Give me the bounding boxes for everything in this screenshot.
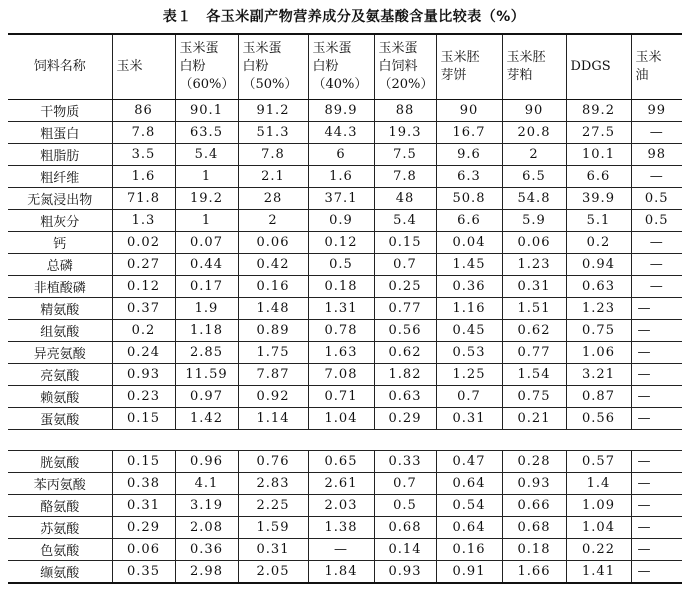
column-header: 玉米蛋 白粉 （40%） (308, 34, 374, 99)
table-cell: 0.15 (374, 231, 436, 253)
table-cell: 7.08 (308, 363, 374, 385)
table-cell: 10.1 (566, 143, 631, 165)
table-cell: 7.8 (374, 165, 436, 187)
table-cell: 0.64 (436, 516, 502, 538)
row-label: 赖氨酸 (8, 385, 112, 407)
table-cell: 0.94 (566, 253, 631, 275)
table-cell: 90 (436, 99, 502, 121)
table-row (8, 231, 682, 253)
table-cell: 2.08 (175, 516, 238, 538)
table-cell: 48 (374, 187, 436, 209)
table-cell: 5.4 (175, 143, 238, 165)
table-cell: 0.2 (112, 319, 175, 341)
nutrition-table (8, 33, 682, 584)
table-cell: 0.68 (374, 516, 436, 538)
table-cell: 28 (238, 187, 308, 209)
table-cell: 0.71 (308, 385, 374, 407)
table-cell: — (631, 121, 682, 143)
table-cell: 6.5 (502, 165, 566, 187)
table-cell: 1.63 (308, 341, 374, 363)
table-cell: 7.87 (238, 363, 308, 385)
table-cell: 0.54 (436, 494, 502, 516)
row-label: 粗脂肪 (8, 143, 112, 165)
table-cell: 0.75 (502, 385, 566, 407)
row-gap (8, 429, 682, 450)
table-cell: 0.18 (308, 275, 374, 297)
table-cell: 1.51 (502, 297, 566, 319)
table-cell: 1.23 (502, 253, 566, 275)
table-cell: 1.75 (238, 341, 308, 363)
column-header: 玉米胚 芽饼 (436, 34, 502, 99)
table-cell: 86 (112, 99, 175, 121)
table-cell: — (631, 538, 682, 560)
table-cell: 0.36 (175, 538, 238, 560)
table-cell: 6 (308, 143, 374, 165)
table-cell: — (631, 407, 682, 429)
table-cell: 0.38 (112, 472, 175, 494)
table-cell: 0.92 (238, 385, 308, 407)
table-cell: 0.89 (238, 319, 308, 341)
table-cell: 2.05 (238, 560, 308, 583)
table-cell: 1.54 (502, 363, 566, 385)
table-cell: 0.07 (175, 231, 238, 253)
table-row (8, 121, 682, 143)
table-cell: 0.47 (436, 450, 502, 472)
table-cell: 0.31 (502, 275, 566, 297)
table-cell: 63.5 (175, 121, 238, 143)
table-cell: 1.48 (238, 297, 308, 319)
gap-cell (8, 429, 682, 450)
table-cell: 0.5 (631, 209, 682, 231)
table-cell: — (631, 297, 682, 319)
table-cell: 19.2 (175, 187, 238, 209)
column-header: 玉米胚 芽粕 (502, 34, 566, 99)
table-cell: 1.66 (502, 560, 566, 583)
table-cell: 89.2 (566, 99, 631, 121)
table-cell: 20.8 (502, 121, 566, 143)
column-header: 玉米 (112, 34, 175, 99)
table-cell: 1.04 (308, 407, 374, 429)
table-cell: 6.3 (436, 165, 502, 187)
table-cell: 0.77 (502, 341, 566, 363)
table-cell: 7.5 (374, 143, 436, 165)
table-row (8, 407, 682, 429)
table-cell: 0.64 (436, 472, 502, 494)
table-cell: 0.62 (502, 319, 566, 341)
table-cell: 3.19 (175, 494, 238, 516)
table-cell: 1.23 (566, 297, 631, 319)
table-cell: 0.36 (436, 275, 502, 297)
table-cell: 7.8 (238, 143, 308, 165)
table-row (8, 253, 682, 275)
row-label: 胱氨酸 (8, 450, 112, 472)
table-cell: 0.56 (566, 407, 631, 429)
table-cell: 1.6 (308, 165, 374, 187)
table-cell: 88 (374, 99, 436, 121)
table-cell: 0.28 (502, 450, 566, 472)
table-cell: — (631, 450, 682, 472)
table-cell: 37.1 (308, 187, 374, 209)
table-cell: 0.23 (112, 385, 175, 407)
table-cell: 5.4 (374, 209, 436, 231)
row-label: 苏氨酸 (8, 516, 112, 538)
table-cell: 0.16 (436, 538, 502, 560)
table-cell: 1.41 (566, 560, 631, 583)
table-cell: 0.25 (374, 275, 436, 297)
table-cell: 16.7 (436, 121, 502, 143)
row-label: 粗纤维 (8, 165, 112, 187)
table-cell: — (631, 494, 682, 516)
table-cell: 2.83 (238, 472, 308, 494)
table-cell: 0.91 (436, 560, 502, 583)
table-row (8, 450, 682, 472)
table-row (8, 99, 682, 121)
table-cell: 51.3 (238, 121, 308, 143)
table-cell: — (631, 385, 682, 407)
table-cell: 1.84 (308, 560, 374, 583)
table-row (8, 363, 682, 385)
column-header-name: 饲料名称 (8, 34, 112, 99)
table-cell: 0.45 (436, 319, 502, 341)
table-cell: 1.09 (566, 494, 631, 516)
table-cell: — (631, 516, 682, 538)
table-row (8, 385, 682, 407)
table-cell: 0.06 (238, 231, 308, 253)
table-cell: 1.45 (436, 253, 502, 275)
table-cell: 1.3 (112, 209, 175, 231)
table-cell: 0.24 (112, 341, 175, 363)
table-cell: 89.9 (308, 99, 374, 121)
table-cell: 0.97 (175, 385, 238, 407)
table-cell: 2.1 (238, 165, 308, 187)
table-cell: 1.59 (238, 516, 308, 538)
table-cell: 1.16 (436, 297, 502, 319)
table-cell: 0.9 (308, 209, 374, 231)
table-cell: 1.18 (175, 319, 238, 341)
table-cell: — (631, 165, 682, 187)
table-cell: 1 (175, 209, 238, 231)
table-cell: 1.4 (566, 472, 631, 494)
table-cell: 1.04 (566, 516, 631, 538)
column-header: 玉米蛋 白饲料 （20%） (374, 34, 436, 99)
table-cell: 1.6 (112, 165, 175, 187)
table-cell: 0.57 (566, 450, 631, 472)
header-row (8, 34, 682, 99)
table-cell: 0.78 (308, 319, 374, 341)
row-label: 无氮浸出物 (8, 187, 112, 209)
table-cell: 0.33 (374, 450, 436, 472)
table-cell: 0.37 (112, 297, 175, 319)
row-label: 精氨酸 (8, 297, 112, 319)
table-cell: 0.77 (374, 297, 436, 319)
table-cell: 0.5 (374, 494, 436, 516)
table-row (8, 341, 682, 363)
table-cell: 2.61 (308, 472, 374, 494)
table-cell: 0.21 (502, 407, 566, 429)
table-cell: 99 (631, 99, 682, 121)
table-cell: 0.44 (175, 253, 238, 275)
table-row (8, 494, 682, 516)
table-cell: 27.5 (566, 121, 631, 143)
table-cell: — (631, 560, 682, 583)
table-cell: — (631, 319, 682, 341)
row-label: 组氨酸 (8, 319, 112, 341)
column-header: 玉米蛋 白粉 （60%） (175, 34, 238, 99)
table-cell: 0.18 (502, 538, 566, 560)
table-cell: 0.31 (436, 407, 502, 429)
row-label: 亮氨酸 (8, 363, 112, 385)
table-cell: 1.42 (175, 407, 238, 429)
table-cell: 0.15 (112, 407, 175, 429)
table-cell: 5.9 (502, 209, 566, 231)
table-cell: 0.04 (436, 231, 502, 253)
table-cell: 0.27 (112, 253, 175, 275)
row-label: 异亮氨酸 (8, 341, 112, 363)
table-cell: 54.8 (502, 187, 566, 209)
table-cell: 0.93 (502, 472, 566, 494)
table-cell: 0.02 (112, 231, 175, 253)
table-cell: 0.29 (374, 407, 436, 429)
table-cell: 0.76 (238, 450, 308, 472)
table-cell: 0.06 (112, 538, 175, 560)
table-cell: 1.31 (308, 297, 374, 319)
table-cell: 0.35 (112, 560, 175, 583)
table-cell: 0.29 (112, 516, 175, 538)
table-cell: 98 (631, 143, 682, 165)
table-cell: 0.16 (238, 275, 308, 297)
table-cell: 5.1 (566, 209, 631, 231)
table-row (8, 560, 682, 583)
table-cell: 0.15 (112, 450, 175, 472)
table-cell: 0.12 (308, 231, 374, 253)
table-cell: 0.17 (175, 275, 238, 297)
table-cell: 9.6 (436, 143, 502, 165)
table-cell: 0.75 (566, 319, 631, 341)
table-cell: 2.03 (308, 494, 374, 516)
table-cell: — (631, 231, 682, 253)
row-label: 总磷 (8, 253, 112, 275)
table-cell: 50.8 (436, 187, 502, 209)
table-cell: — (631, 341, 682, 363)
table-cell: 0.62 (374, 341, 436, 363)
table-cell: — (308, 538, 374, 560)
table-row (8, 516, 682, 538)
table-row (8, 319, 682, 341)
table-row (8, 165, 682, 187)
table-body (8, 99, 682, 583)
table-cell: 0.65 (308, 450, 374, 472)
table-cell: 1.82 (374, 363, 436, 385)
table-title: 表１ 各玉米副产物营养成分及氨基酸含量比较表（%） (162, 9, 526, 25)
table-cell: 0.5 (631, 187, 682, 209)
table-cell: 1.14 (238, 407, 308, 429)
table-cell: 2 (238, 209, 308, 231)
row-label: 钙 (8, 231, 112, 253)
table-row (8, 209, 682, 231)
table-cell: 0.22 (566, 538, 631, 560)
row-label: 色氨酸 (8, 538, 112, 560)
table-cell: — (631, 275, 682, 297)
table-cell: 0.63 (566, 275, 631, 297)
table-cell: 1.06 (566, 341, 631, 363)
table-cell: 7.8 (112, 121, 175, 143)
row-label: 粗灰分 (8, 209, 112, 231)
table-cell: 0.66 (502, 494, 566, 516)
row-label: 酪氨酸 (8, 494, 112, 516)
table-cell: 90.1 (175, 99, 238, 121)
table-container (8, 33, 682, 584)
table-cell: 44.3 (308, 121, 374, 143)
table-cell: 0.5 (308, 253, 374, 275)
table-cell: 0.31 (112, 494, 175, 516)
table-cell: 3.5 (112, 143, 175, 165)
table-cell: 0.93 (374, 560, 436, 583)
table-cell: 71.8 (112, 187, 175, 209)
table-cell: 6.6 (436, 209, 502, 231)
row-label: 蛋氨酸 (8, 407, 112, 429)
column-header: 玉米 油 (631, 34, 682, 99)
table-cell: 90 (502, 99, 566, 121)
table-cell: 4.1 (175, 472, 238, 494)
table-cell: 0.56 (374, 319, 436, 341)
table-cell: 0.2 (566, 231, 631, 253)
table-cell: 0.06 (502, 231, 566, 253)
table-cell: — (631, 253, 682, 275)
table-cell: 0.7 (374, 472, 436, 494)
table-cell: 0.12 (112, 275, 175, 297)
table-cell: 2.85 (175, 341, 238, 363)
column-header: DDGS (566, 34, 631, 99)
table-cell: 0.87 (566, 385, 631, 407)
table-cell: 0.7 (374, 253, 436, 275)
table-cell: 2.98 (175, 560, 238, 583)
table-cell: 19.3 (374, 121, 436, 143)
table-cell: 2.25 (238, 494, 308, 516)
table-cell: — (631, 472, 682, 494)
table-cell: 0.63 (374, 385, 436, 407)
table-cell: 0.53 (436, 341, 502, 363)
row-label: 苯丙氨酸 (8, 472, 112, 494)
table-row (8, 472, 682, 494)
row-label: 缬氨酸 (8, 560, 112, 583)
table-cell: 1.38 (308, 516, 374, 538)
table-row (8, 275, 682, 297)
table-cell: 1 (175, 165, 238, 187)
table-row (8, 538, 682, 560)
table-cell: 1.25 (436, 363, 502, 385)
row-label: 干物质 (8, 99, 112, 121)
table-cell: 11.59 (175, 363, 238, 385)
table-cell: 0.93 (112, 363, 175, 385)
table-cell: 2 (502, 143, 566, 165)
table-row (8, 297, 682, 319)
table-row (8, 187, 682, 209)
table-row (8, 143, 682, 165)
row-label: 非植酸磷 (8, 275, 112, 297)
table-cell: 6.6 (566, 165, 631, 187)
table-cell: 0.68 (502, 516, 566, 538)
row-label: 粗蛋白 (8, 121, 112, 143)
table-cell: 0.96 (175, 450, 238, 472)
table-cell: 0.14 (374, 538, 436, 560)
table-cell: 0.42 (238, 253, 308, 275)
table-cell: — (631, 363, 682, 385)
table-cell: 3.21 (566, 363, 631, 385)
table-cell: 1.9 (175, 297, 238, 319)
table-cell: 0.7 (436, 385, 502, 407)
table-cell: 91.2 (238, 99, 308, 121)
column-header: 玉米蛋 白粉 （50%） (238, 34, 308, 99)
table-cell: 39.9 (566, 187, 631, 209)
table-cell: 0.31 (238, 538, 308, 560)
